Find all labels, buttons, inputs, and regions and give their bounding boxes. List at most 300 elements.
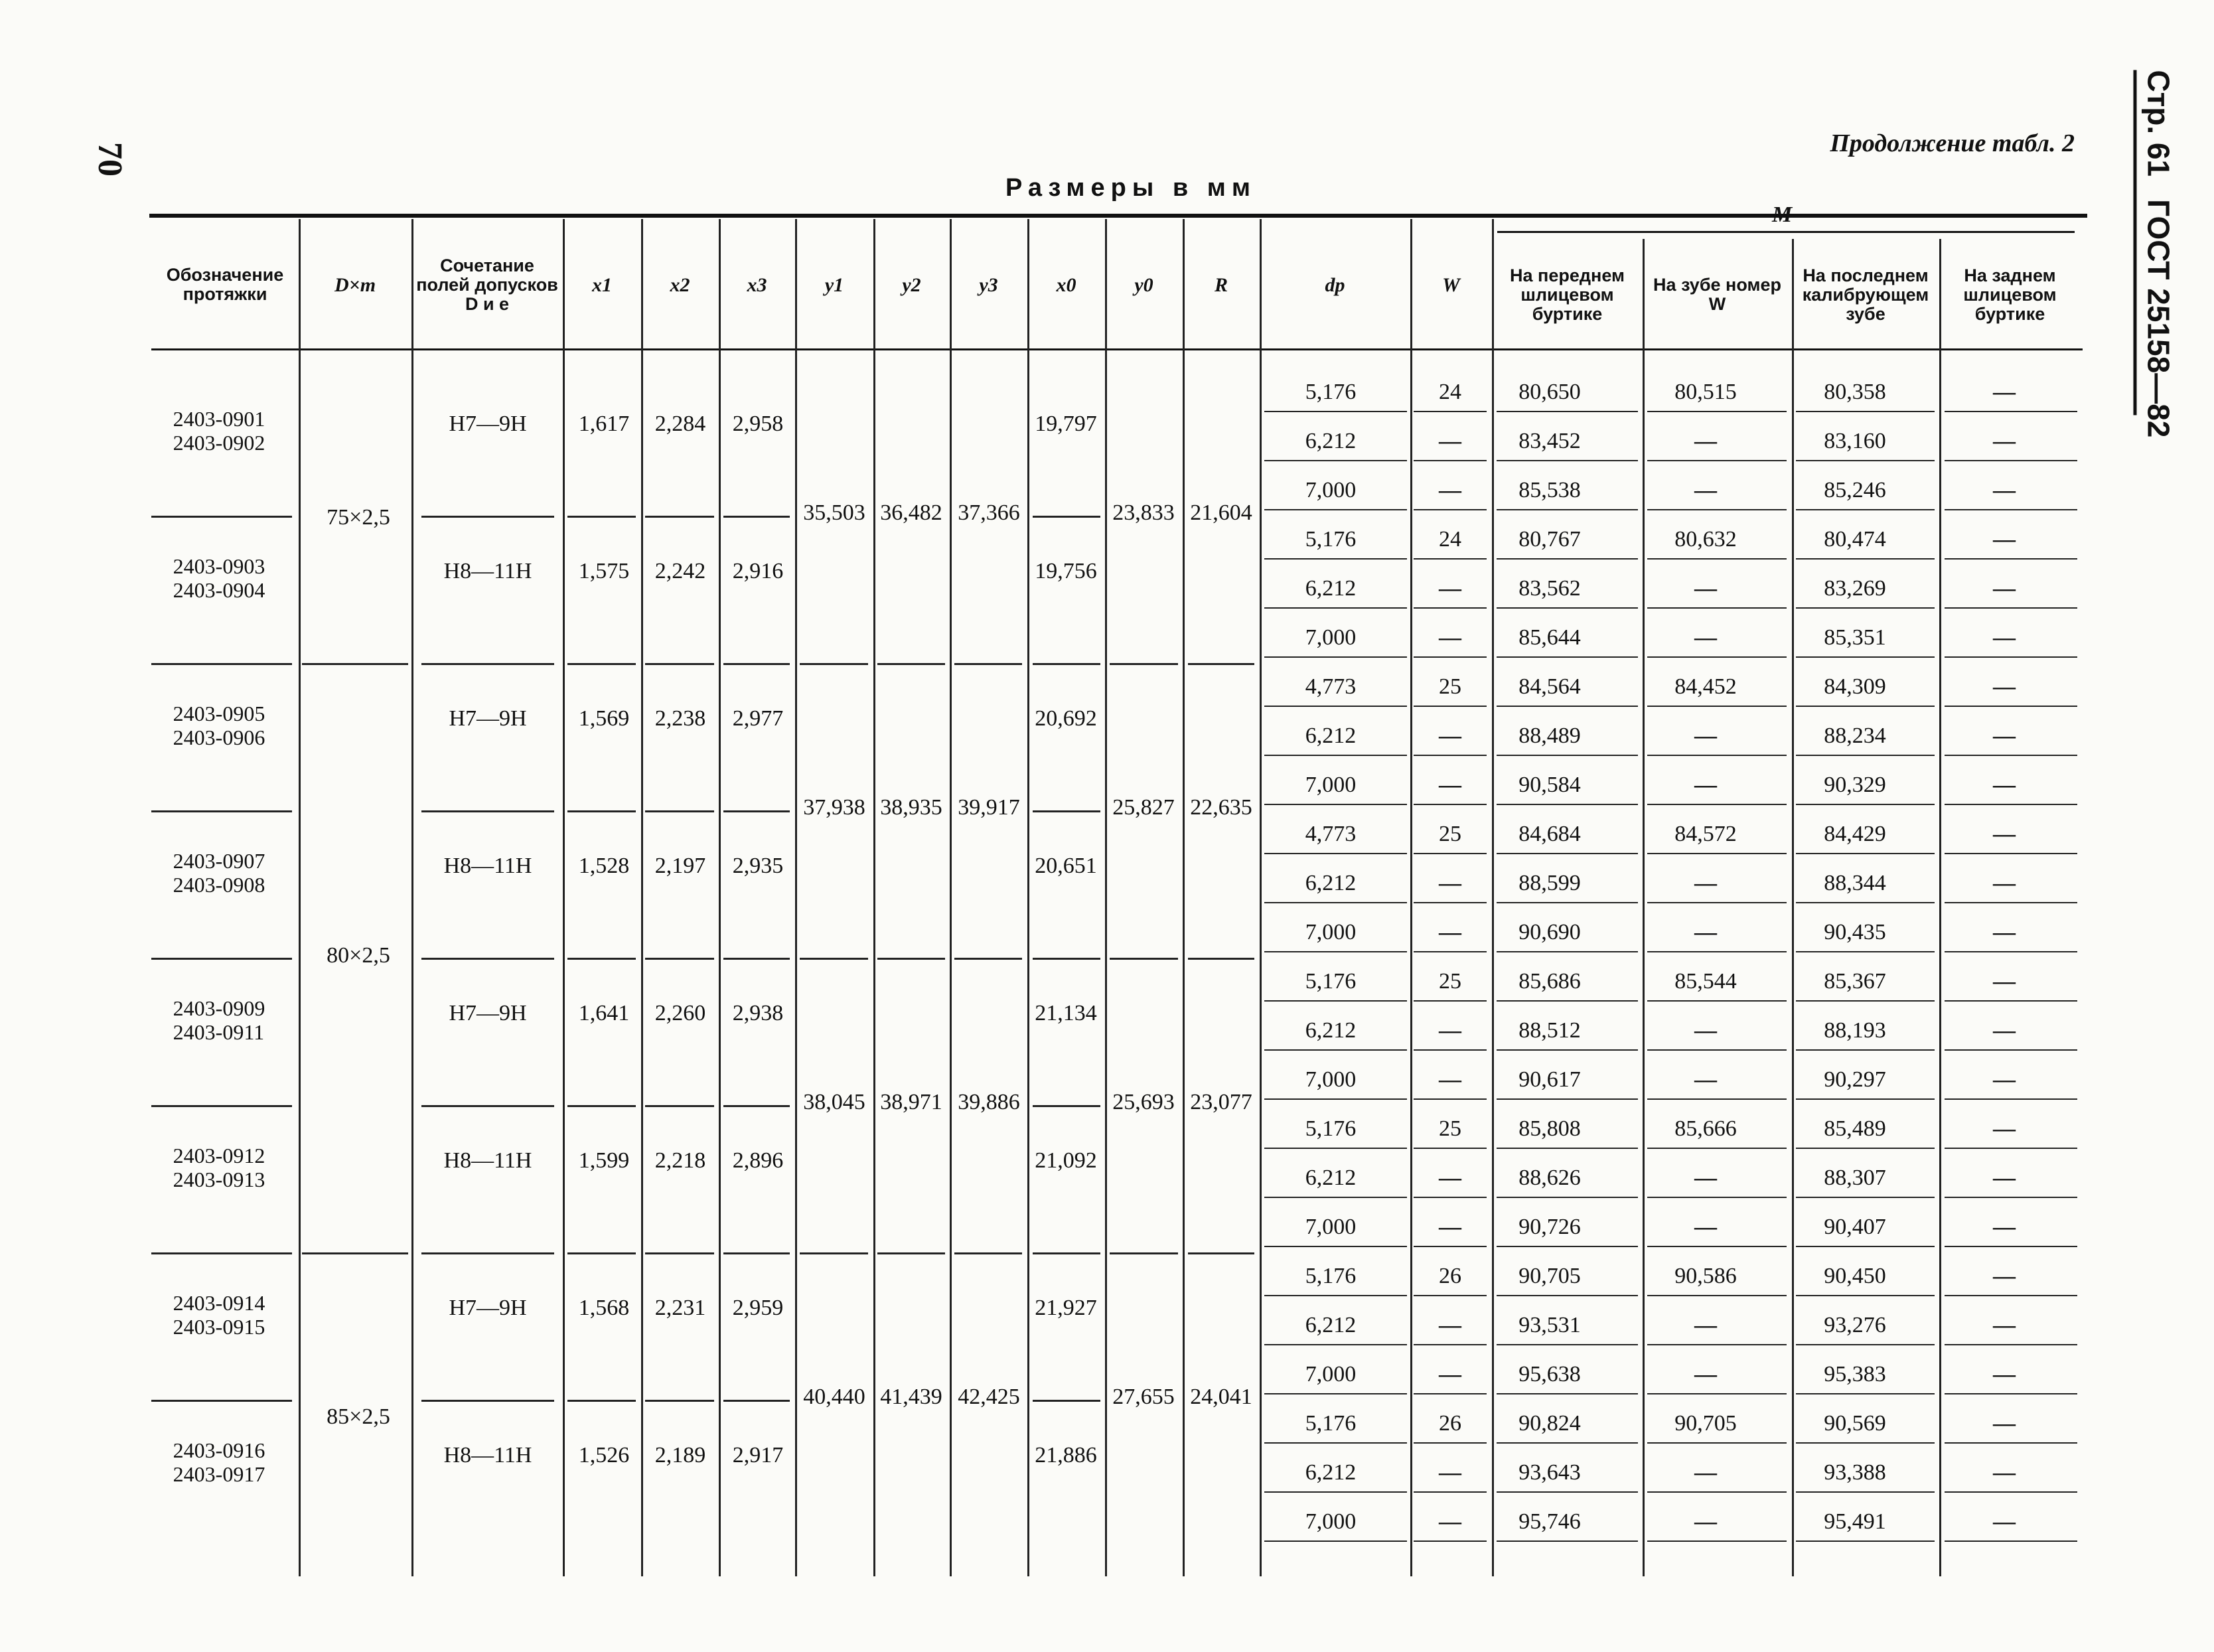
cell-y1: 40,440 [803,1385,865,1409]
cell-R: 23,077 [1190,1090,1252,1114]
row-rule [1945,1148,2077,1149]
group-rule [1033,663,1100,665]
row-rule [1796,804,1935,805]
header-dp [1260,219,1410,350]
cell-tooth: — [1694,723,1717,748]
cell-front: 90,824 [1518,1411,1581,1436]
cell-dp: 6,212 [1305,429,1357,453]
cell-W: — [1439,1313,1461,1337]
cell-back: — [1993,1067,2016,1092]
designation-code: 2403-0908 [173,873,265,897]
row-rule [1647,1295,1787,1296]
row-rule [1497,755,1638,756]
group-rule [877,663,945,665]
cell-x2: 2,260 [654,1001,706,1025]
cell-x2: 2,218 [654,1148,706,1173]
header-x0 [1027,219,1105,350]
row-rule [1796,1540,1935,1542]
cell-back: — [1993,1509,2016,1534]
row-rule [1497,1000,1638,1002]
row-rule [1796,607,1935,609]
cell-tolerance: Н8—11Н [443,854,532,878]
group-rule [877,1252,945,1254]
dxm-rule [302,1252,408,1254]
cell-x0: 21,134 [1035,1001,1097,1025]
row-rule [1414,1000,1487,1002]
cell-y2: 38,971 [880,1090,942,1114]
group-rule [421,1400,554,1402]
row-rule [1414,1098,1487,1100]
cell-x0: 19,797 [1035,412,1097,436]
cell-last: 90,435 [1824,920,1886,944]
row-rule [1264,804,1407,805]
cell-x2: 2,284 [654,412,706,436]
row-rule [1414,1148,1487,1149]
group-rule [1033,1400,1100,1402]
cell-tooth: 85,544 [1674,969,1737,994]
column-divider [1027,219,1029,1576]
cell-W: — [1439,1460,1461,1485]
row-rule [1497,853,1638,854]
row-rule [1945,1000,2077,1002]
cell-designation [173,407,265,455]
header-y2-label: y2 [902,273,921,296]
row-rule [1264,1197,1407,1198]
row-rule [1264,411,1407,412]
header-dxm-label: D×m [334,273,376,296]
designation-code: 2403-0907 [173,849,265,873]
row-rule [1497,1344,1638,1345]
cell-front: 80,767 [1518,527,1581,552]
row-rule [1414,1197,1487,1198]
row-rule [1796,1246,1935,1247]
row-rule [1497,1491,1638,1493]
cell-y3: 42,425 [958,1385,1020,1409]
cell-W: — [1439,1215,1461,1239]
cell-x1: 1,528 [578,854,630,878]
cell-back: — [1993,1116,2016,1141]
row-rule [1796,706,1935,707]
cell-x1: 1,617 [578,412,630,436]
cell-tooth: — [1694,1313,1717,1337]
cell-y1: 37,938 [803,795,865,820]
cell-y3: 37,366 [958,500,1020,525]
row-rule [1945,558,2077,560]
cell-front: 85,644 [1518,625,1581,650]
cell-tooth: — [1694,429,1717,453]
cell-x2: 2,231 [654,1296,706,1320]
group-rule [1033,1105,1100,1107]
cell-designation [173,1144,265,1191]
cell-x0: 19,756 [1035,559,1097,583]
header-x1 [563,219,641,350]
cell-front: 85,538 [1518,478,1581,502]
row-rule [1497,1148,1638,1149]
cell-dp: 6,212 [1305,576,1357,601]
row-rule [1264,1000,1407,1002]
cell-x1: 1,575 [578,559,630,583]
cell-tooth: — [1694,576,1717,601]
row-rule [1414,1393,1487,1394]
column-divider [795,219,797,1576]
cell-tooth: — [1694,478,1717,502]
row-rule [1414,755,1487,756]
cell-W: 26 [1439,1411,1461,1436]
cell-x2: 2,242 [654,559,706,583]
row-rule [1264,706,1407,707]
cell-W: 25 [1439,969,1461,994]
cell-dp: 7,000 [1305,920,1357,944]
row-rule [1497,460,1638,461]
row-rule [1497,607,1638,609]
cell-last: 84,429 [1824,822,1886,846]
row-rule [1796,1049,1935,1051]
cell-dp: 7,000 [1305,1509,1357,1534]
row-rule [1647,1442,1787,1444]
cell-back: — [1993,1165,2016,1190]
group-rule [567,1252,636,1254]
row-rule [1497,1246,1638,1247]
designation-code: 2403-0915 [173,1315,265,1339]
group-rule [151,1252,292,1254]
cell-y0: 25,693 [1112,1090,1175,1114]
designation-code: 2403-0904 [173,578,265,602]
cell-last: 95,383 [1824,1362,1886,1387]
row-rule [1945,1491,2077,1493]
column-divider [641,219,643,1576]
row-rule [1414,460,1487,461]
row-rule [1264,853,1407,854]
group-rule [954,958,1022,960]
group-rule [645,516,714,518]
cell-tooth: — [1694,1460,1717,1485]
cell-front: 88,626 [1518,1165,1581,1190]
group-rule [567,958,636,960]
group-rule [645,1105,714,1107]
row-rule [1796,509,1935,510]
cell-back: — [1993,1264,2016,1288]
row-rule [1414,656,1487,658]
column-divider [411,219,413,1576]
group-rule [723,958,790,960]
row-rule [1945,411,2077,412]
row-rule [1647,509,1787,510]
cell-last: 90,407 [1824,1215,1886,1239]
cell-last: 88,344 [1824,871,1886,895]
group-rule [151,810,292,812]
row-rule [1414,951,1487,952]
cell-W: 25 [1439,674,1461,699]
header-x2-label: x2 [670,273,690,296]
header-y2 [873,219,950,350]
cell-back: — [1993,773,2016,797]
cell-tooth: — [1694,773,1717,797]
row-rule [1945,1344,2077,1345]
row-rule [1796,460,1935,461]
row-rule [1796,1344,1935,1345]
cell-front: 93,643 [1518,1460,1581,1485]
row-rule [1264,1049,1407,1051]
row-rule [1647,853,1787,854]
row-rule [1647,1000,1787,1002]
group-rule [645,958,714,960]
row-rule [1497,1393,1638,1394]
designation-code: 2403-0914 [173,1291,265,1315]
group-rule [1110,663,1178,665]
row-rule [1414,804,1487,805]
cell-front: 88,489 [1518,723,1581,748]
cell-x2: 2,197 [654,854,706,878]
row-rule [1414,607,1487,609]
group-rule [954,1252,1022,1254]
row-rule [1414,706,1487,707]
cell-back: — [1993,1313,2016,1337]
row-rule [1945,951,2077,952]
group-rule [645,1252,714,1254]
cell-front: 88,599 [1518,871,1581,895]
cell-x0: 20,692 [1035,706,1097,731]
row-rule [1945,706,2077,707]
designation-code: 2403-0903 [173,554,265,578]
cell-y1: 35,503 [803,500,865,525]
cell-dp: 4,773 [1305,822,1357,846]
cell-back: — [1993,871,2016,895]
row-rule [1497,1098,1638,1100]
group-rule [421,810,554,812]
cell-dp: 5,176 [1305,1116,1357,1141]
designation-code: 2403-0912 [173,1144,265,1167]
designation-code: 2403-0906 [173,725,265,749]
side-page-label: Стр. 61 [2141,70,2176,177]
cell-x3: 2,959 [732,1296,784,1320]
cell-y3: 39,917 [958,795,1020,820]
cell-front: 95,638 [1518,1362,1581,1387]
row-rule [1945,1540,2077,1542]
group-rule [723,1400,790,1402]
column-divider [873,219,875,1576]
row-rule [1497,411,1638,412]
row-rule [1264,509,1407,510]
row-rule [1497,509,1638,510]
row-rule [1945,1049,2077,1051]
designation-code: 2403-0916 [173,1438,265,1462]
cell-W: — [1439,1362,1461,1387]
cell-back: — [1993,1018,2016,1043]
group-rule [421,1252,554,1254]
row-rule [1264,1098,1407,1100]
row-rule [1945,1098,2077,1100]
cell-back: — [1993,1411,2016,1436]
cell-tolerance: Н7—9Н [449,706,527,731]
header-x3 [719,219,795,350]
m-group-rule [1497,231,2075,233]
row-rule [1647,607,1787,609]
header-y0-label: y0 [1134,273,1153,296]
row-rule [1497,951,1638,952]
row-rule [1264,951,1407,952]
row-rule [1264,1148,1407,1149]
cell-dp: 7,000 [1305,625,1357,650]
designation-code: 2403-0909 [173,996,265,1020]
cell-dp: 5,176 [1305,380,1357,404]
group-rule [151,1105,292,1107]
row-rule [1414,1049,1487,1051]
row-rule [1647,1393,1787,1394]
cell-W: — [1439,625,1461,650]
row-rule [1414,509,1487,510]
cell-W: — [1439,478,1461,502]
row-rule [1264,558,1407,560]
row-rule [1414,1344,1487,1345]
row-rule [1945,902,2077,903]
cell-last: 93,276 [1824,1313,1886,1337]
row-rule [1497,804,1638,805]
cell-dp: 6,212 [1305,871,1357,895]
cell-W: — [1439,1165,1461,1190]
row-rule [1796,411,1935,412]
group-rule [567,663,636,665]
row-rule [1945,607,2077,609]
cell-last: 90,450 [1824,1264,1886,1288]
cell-front: 93,531 [1518,1313,1581,1337]
cell-designation [173,1291,265,1339]
row-rule [1497,558,1638,560]
row-rule [1647,411,1787,412]
row-rule [1497,902,1638,903]
cell-x0: 21,092 [1035,1148,1097,1173]
designation-code: 2403-0905 [173,702,265,725]
cell-front: 84,684 [1518,822,1581,846]
cell-W: — [1439,1509,1461,1534]
cell-dxm: 80×2,5 [327,943,390,968]
cell-dp: 6,212 [1305,723,1357,748]
cell-designation [173,996,265,1044]
cell-last: 85,246 [1824,478,1886,502]
cell-dp: 5,176 [1305,1264,1357,1288]
row-rule [1414,1491,1487,1493]
cell-last: 88,193 [1824,1018,1886,1043]
row-rule [1647,1491,1787,1493]
cell-x2: 2,238 [654,706,706,731]
cell-tooth: — [1694,1165,1717,1190]
cell-dp: 6,212 [1305,1460,1357,1485]
cell-back: — [1993,723,2016,748]
row-rule [1796,1098,1935,1100]
cell-back: — [1993,576,2016,601]
row-rule [1796,755,1935,756]
continuation-caption: Продолжение табл. 2 [1830,129,2075,157]
cell-last: 88,307 [1824,1165,1886,1190]
cell-dxm: 85×2,5 [327,1404,390,1429]
cell-x3: 2,977 [732,706,784,731]
cell-W: — [1439,1067,1461,1092]
cell-tooth: — [1694,1018,1717,1043]
row-rule [1264,1393,1407,1394]
column-divider [1492,219,1494,1576]
group-rule [1188,663,1254,665]
row-rule [1264,755,1407,756]
cell-x0: 20,651 [1035,854,1097,878]
cell-tooth: — [1694,920,1717,944]
cell-front: 88,512 [1518,1018,1581,1043]
group-rule [800,663,868,665]
row-rule [1414,1540,1487,1542]
row-rule [1647,460,1787,461]
cell-y3: 39,886 [958,1090,1020,1114]
header-dp-label: dp [1325,273,1345,296]
cell-R: 24,041 [1190,1385,1252,1409]
row-rule [1497,706,1638,707]
cell-front: 90,726 [1518,1215,1581,1239]
row-rule [1796,1000,1935,1002]
cell-dp: 5,176 [1305,1411,1357,1436]
dxm-rule [302,663,408,665]
row-rule [1796,558,1935,560]
header-W-label: W [1442,273,1460,296]
cell-dp: 6,212 [1305,1313,1357,1337]
group-rule [954,663,1022,665]
cell-last: 88,234 [1824,723,1886,748]
header-x0-label: x0 [1056,273,1076,296]
header-x3-label: x3 [747,273,767,296]
row-rule [1264,460,1407,461]
designation-code: 2403-0901 [173,407,265,431]
group-rule [151,516,292,518]
cell-back: — [1993,822,2016,846]
cell-front: 80,650 [1518,380,1581,404]
header-designation: Обозначение протяжки [166,265,284,304]
row-rule [1264,1491,1407,1493]
cell-last: 90,297 [1824,1067,1886,1092]
cell-W: — [1439,429,1461,453]
row-rule [1796,1491,1935,1493]
cell-dp: 7,000 [1305,773,1357,797]
cell-back: — [1993,625,2016,650]
row-rule [1414,853,1487,854]
group-rule [1033,810,1100,812]
row-rule [1264,656,1407,658]
cell-front: 90,705 [1518,1264,1581,1288]
cell-last: 85,367 [1824,969,1886,994]
group-rule [723,663,790,665]
row-rule [1945,656,2077,658]
page-number: 70 [91,142,129,177]
row-rule [1647,902,1787,903]
column-divider [299,219,301,1576]
cell-dp: 4,773 [1305,674,1357,699]
cell-W: — [1439,871,1461,895]
row-rule [1945,853,2077,854]
header-m-back: На заднем шлицевом буртике [1963,265,2057,324]
column-divider [1410,219,1412,1576]
table-top-rule [149,214,2087,218]
row-rule [1497,1295,1638,1296]
header-y0 [1105,219,1183,350]
row-rule [1945,1393,2077,1394]
header-m-front: На переднем шлицевом буртике [1510,265,1625,324]
group-rule [567,810,636,812]
header-m-tooth: На зубе номер W [1653,275,1781,314]
row-rule [1497,656,1638,658]
row-rule [1647,804,1787,805]
row-rule [1796,1295,1935,1296]
row-rule [1647,1540,1787,1542]
cell-dp: 7,000 [1305,1067,1357,1092]
cell-tooth: — [1694,1215,1717,1239]
cell-x1: 1,526 [578,1443,630,1467]
cell-x3: 2,935 [732,854,784,878]
cell-dp: 7,000 [1305,1362,1357,1387]
